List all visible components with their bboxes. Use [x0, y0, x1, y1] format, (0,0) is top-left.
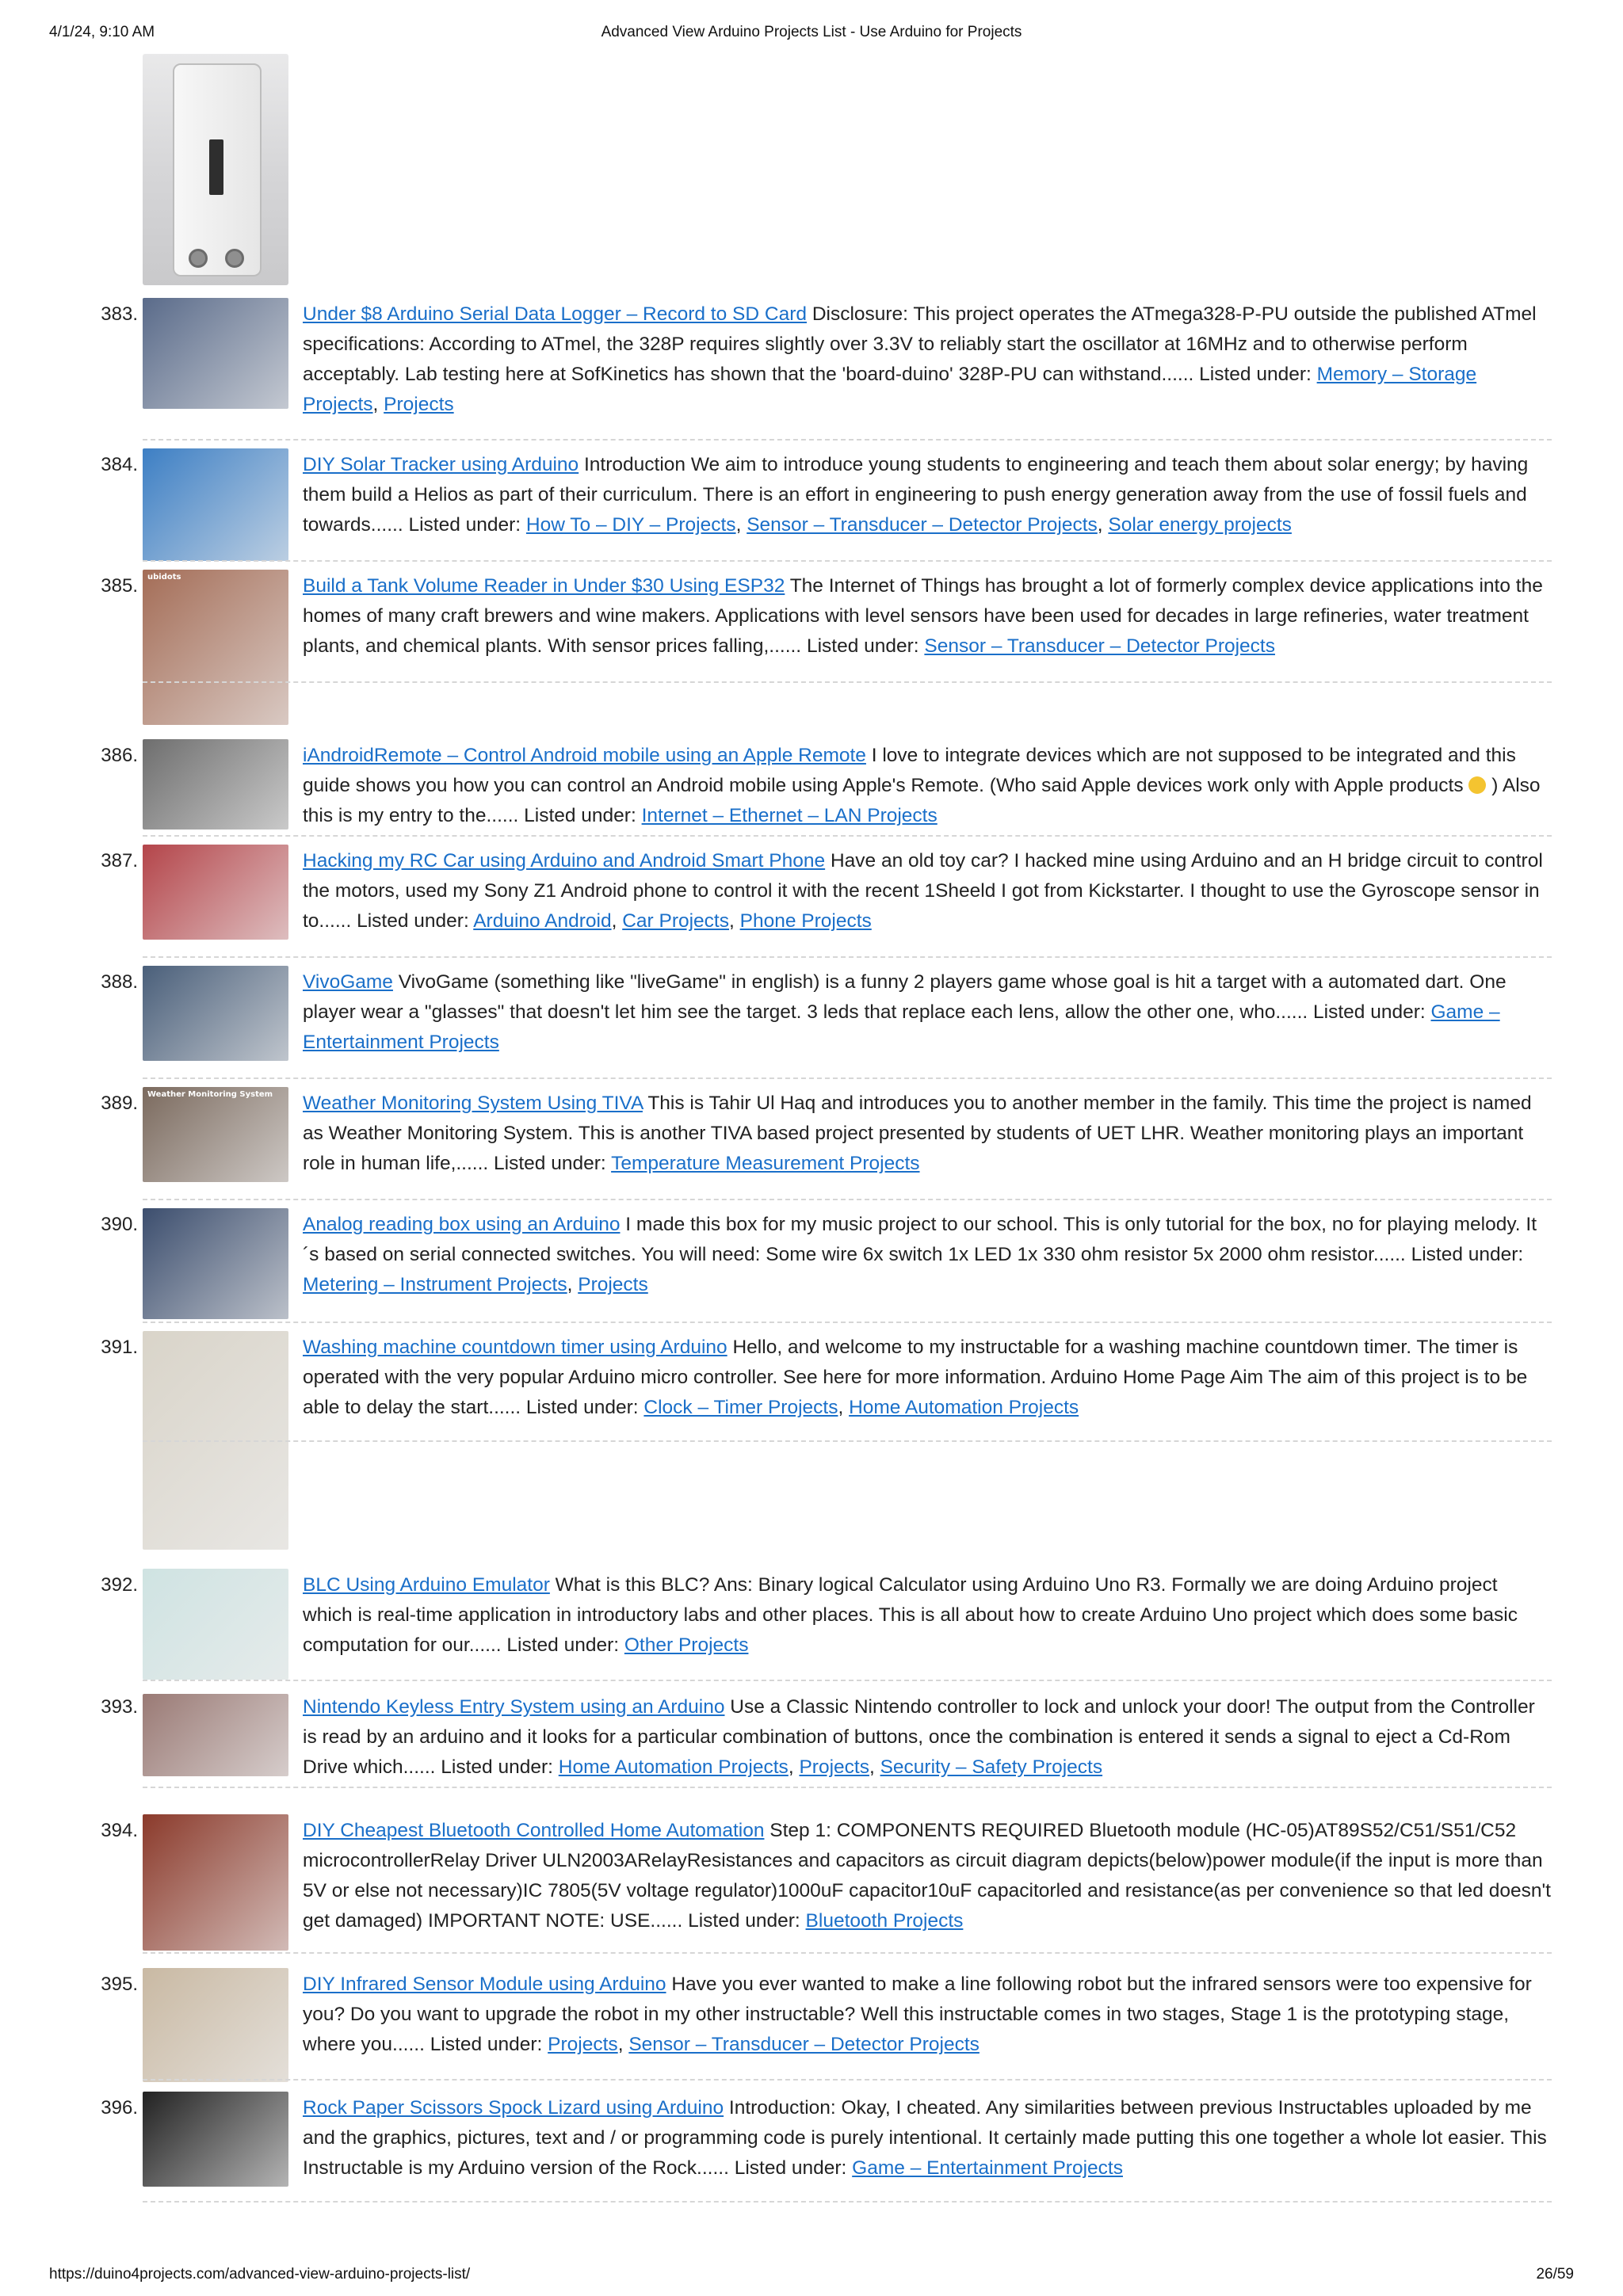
project-title-link[interactable]: Washing machine countdown timer using Arduino — [303, 1337, 727, 1358]
category-link[interactable]: Game – Entertainment Projects — [852, 2157, 1123, 2179]
listed-under-label: Listed under: — [1411, 1244, 1524, 1265]
category-link[interactable]: Temperature Measurement Projects — [611, 1153, 920, 1174]
category-link[interactable]: Sensor – Transducer – Detector Projects — [747, 514, 1098, 536]
item-divider — [143, 956, 1552, 958]
project-thumbnail[interactable] — [143, 1569, 288, 1680]
category-link[interactable]: Solar energy projects — [1108, 514, 1292, 536]
category-link[interactable]: How To – DIY – Projects — [525, 514, 736, 536]
item-number: 388. — [101, 971, 138, 993]
item-number: 394. — [101, 1820, 138, 1841]
item-divider — [143, 1077, 1552, 1079]
project-summary — [303, 1089, 1552, 1179]
project-summary — [303, 571, 1552, 662]
project-excerpt: I made this box for my music project to our school. This is only tutorial for the box, no for playing melody. It´s based on serial connected switches. You will need: Some wire 6x switch 1x LED 1x 330 ohm resistor 5x 2000 ohm resistor...... — [303, 1214, 1537, 1265]
category-link[interactable]: Memory – Storage Projects — [303, 364, 1477, 415]
item-divider — [143, 2201, 1552, 2203]
project-excerpt: Disclosure: This project operates the ATmega328-P-PU outside the published ATmel specifications: According to ATmel, the 328P requires slightly over 3.3V to reliably start the oscillator at 16MHz and to otherwise perform acceptably. Lab testing here at SofKinetics has shown that the 'board-duino' 328P-PU can withstand...... — [303, 303, 1537, 385]
terminal-screw — [225, 249, 244, 268]
item-number: 385. — [101, 575, 138, 597]
category-link[interactable]: Internet – Ethernet – LAN Projects — [641, 805, 938, 826]
category-link[interactable]: Sensor – Transducer – Detector Projects — [924, 635, 1275, 657]
listed-under-label: Listed under: — [506, 1634, 620, 1656]
category-link[interactable]: Game – Entertainment Projects — [303, 1001, 1500, 1053]
project-excerpt: I love to integrate devices which are not supposed to be integrated and this guide shows you how you can control an Android mobile using Apple's Remote. (Who said Apple devices work only with Apple products — [303, 745, 1516, 796]
project-summary: Nintendo Keyless Entry System using an Arduino Use a Classic Nintendo controller to lock and unlock your door! The output from the Controller is read by an arduino and it looks for a particular combination of buttons, once the combination is entered it sends a signal to eject a Cd-Rom Drive which...... Listed under: Home Automation Projects, Projects, Security – Safety Projects — [303, 1696, 1535, 1778]
project-summary — [303, 741, 1552, 831]
item-number: 390. — [101, 1214, 138, 1235]
project-summary — [303, 2093, 1552, 2183]
item-number: 386. — [101, 745, 138, 766]
category-link[interactable]: Metering – Instrument Projects — [303, 1274, 567, 1295]
project-title-link[interactable]: DIY Infrared Sensor Module using Arduino — [303, 1974, 666, 1995]
project-excerpt: What is this BLC? Ans: Binary logical Calculator using Arduino Uno R3. Formally we are doing Arduino project which is real-time application in introductory labs and other places. This is all about how to create Arduino Uno project which does some basic computation for our...... — [303, 1574, 1518, 1656]
item-divider — [143, 1440, 1552, 1442]
listed-under-label: Listed under: — [408, 514, 521, 536]
project-thumbnail[interactable] — [143, 298, 288, 409]
project-excerpt: Introduction We aim to introduce young students to engineering and teach them about solar energy; by having them build a Helios as part of their curriculum. There is an effort in engineering to push energy generation away from the use of fossil fuels and towards...... — [303, 454, 1529, 536]
category-link[interactable]: Projects — [384, 394, 454, 415]
page-number: 26/59 — [1536, 2266, 1574, 2283]
project-title-link[interactable]: BLC Using Arduino Emulator — [303, 1574, 550, 1596]
item-divider — [143, 1787, 1552, 1788]
item-number: 392. — [101, 1574, 138, 1596]
item-number: 384. — [101, 454, 138, 475]
listed-under-label: Listed under: — [441, 1756, 553, 1778]
project-thumbnail[interactable] — [143, 1208, 288, 1319]
category-link[interactable]: Sensor – Transducer – Detector Projects — [628, 2034, 980, 2055]
project-summary — [303, 967, 1552, 1058]
item-divider — [143, 560, 1552, 562]
project-thumbnail[interactable] — [143, 448, 288, 561]
project-thumbnail[interactable] — [143, 2092, 288, 2187]
print-date: 4/1/24, 9:10 AM — [49, 24, 155, 40]
project-excerpt: Step 1: COMPONENTS REQUIRED Bluetooth module (HC-05)AT89S52/C51/S51/C52 microcontrollerRelay Driver ULN2003ARelayResistances and capacitors as circuit diagram depicts(below)power module(if the input is more than 5V or else not necessary)IC 7805(5V voltage regulator)1000uF capacitor10uF capacitorled and resistance(as per convenience so that led doesn't get damaged) IMPORTANT NOTE: USE...... — [303, 1820, 1551, 1932]
listed-under-label: Listed under: — [525, 1397, 639, 1418]
category-link[interactable]: Other Projects — [624, 1634, 749, 1656]
category-link[interactable]: Home Automation Projects — [558, 1756, 789, 1778]
project-excerpt: Use a Classic Nintendo controller to lock and unlock your door! The output from the Controller is read by an arduino and it looks for a particular combination of buttons, once the combination is entered it sends a signal to eject a Cd-Rom Drive which...... — [303, 1696, 1535, 1778]
project-title-link[interactable]: DIY Solar Tracker using Arduino — [303, 454, 579, 475]
category-link[interactable]: Home Automation Projects — [849, 1397, 1079, 1418]
category-link[interactable]: Car Projects — [622, 910, 729, 932]
project-thumbnail[interactable] — [143, 1694, 288, 1776]
category-link[interactable]: Bluetooth Projects — [805, 1910, 964, 1932]
project-excerpt: Hello, and welcome to my instructable for a washing machine countdown timer. The timer is operated with the very popular Arduino micro controller. See here for more information. Arduino Home Page Aim The aim of this project is to be able to delay the start...... — [303, 1337, 1528, 1418]
listed-under-label: Listed under: — [524, 805, 636, 826]
listed-under-label: Listed under: — [806, 635, 919, 657]
project-excerpt-tail: ) Also this is my entry to the...... — [303, 775, 1541, 826]
sonoff-device — [173, 63, 262, 277]
project-summary: DIY Solar Tracker using Arduino Introduction We aim to introduce young students to engineering and teach them about solar energy; by having them build a Helios as part of their curriculum. There is an effort in engineering to push energy generation away from the use of fossil fuels and towards...... Listed under: How To – DIY – Projects, Sensor – Transducer – Detector Projects, Solar energy projects — [303, 454, 1529, 536]
thumbnail-caption: ubidots — [147, 573, 181, 582]
project-thumbnail[interactable] — [143, 1814, 288, 1951]
listed-under-label: Listed under: — [1313, 1001, 1426, 1023]
item-number: 383. — [101, 303, 138, 325]
listed-under-label: Listed under: — [494, 1153, 606, 1174]
print-header — [49, 24, 1574, 48]
item-divider — [143, 681, 1552, 683]
project-summary — [303, 1816, 1552, 1936]
project-excerpt: VivoGame (something like "liveGame" in english) is a funny 2 players game whose goal is hit a target with a automated dart. One player wear a "glasses" that doesn't let him see the target. 3 leds that replace each lens, allow the other one, who...... — [303, 971, 1507, 1023]
item-divider — [143, 439, 1552, 441]
sonoff-logo-image — [209, 139, 223, 195]
item-divider — [143, 2079, 1552, 2081]
project-title-link[interactable]: DIY Cheapest Bluetooth Controlled Home Automation — [303, 1820, 765, 1841]
project-thumbnail[interactable] — [143, 739, 288, 830]
print-title: Advanced View Arduino Projects List - Use Arduino for Projects — [601, 24, 1022, 40]
wink-emoji-icon — [1468, 776, 1486, 794]
project-title-link[interactable]: Hacking my RC Car using Arduino and Android Smart Phone — [303, 850, 826, 871]
project-excerpt: This is Tahir Ul Haq and introduces you to another member in the family. This time the project is named as Weather Monitoring System. This is another TIVA based project presented by students of UET LHR. Weather monitoring plays an important role in human life,...... — [303, 1093, 1532, 1174]
project-thumbnail[interactable] — [143, 845, 288, 940]
sonoff-switch-image[interactable] — [143, 54, 288, 285]
print-footer — [49, 2266, 1574, 2290]
category-link[interactable]: Clock – Timer Projects — [643, 1397, 838, 1418]
category-link[interactable]: Security – Safety Projects — [880, 1756, 1103, 1778]
category-link[interactable]: Phone Projects — [739, 910, 872, 932]
item-divider — [143, 1199, 1552, 1200]
project-title-link[interactable]: Weather Monitoring System Using TIVA — [303, 1093, 643, 1114]
project-summary: DIY Infrared Sensor Module using Arduino Have you ever wanted to make a line following robot but the infrared sensors were too expensive for you? Do you want to upgrade the robot in my other instructable? Well this instructable comes in two stages, Stage 1 is the prototyping stage, where you...... Listed under: Projects, Sensor – Transducer – Detector Projects — [303, 1974, 1532, 2055]
project-excerpt: Have an old toy car? I hacked mine using Arduino and an H bridge circuit to control the motors, used my Sony Z1 Android phone to control it with the recent 1Sheeld I got from Kickstarter. I thought to use the Gyroscope sensor in to...... — [303, 850, 1543, 932]
project-title-link[interactable]: Nintendo Keyless Entry System using an Arduino — [303, 1696, 725, 1718]
item-divider — [143, 1680, 1552, 1681]
project-title-link[interactable]: VivoGame — [303, 971, 393, 993]
item-divider — [143, 1322, 1552, 1323]
project-title-link[interactable]: iAndroidRemote – Control Android mobile using an Apple Remote — [303, 745, 866, 766]
project-title-link[interactable]: Rock Paper Scissors Spock Lizard using Arduino — [303, 2097, 724, 2119]
listed-under-label: Listed under: — [734, 2157, 847, 2179]
project-thumbnail[interactable] — [143, 1968, 288, 2082]
listed-under-label: Listed under: — [1199, 364, 1312, 385]
category-link[interactable]: Projects — [578, 1274, 648, 1295]
project-summary: Hacking my RC Car using Arduino and Android Smart Phone Have an old toy car? I hacked mine using Arduino and an H bridge circuit to control the motors, used my Sony Z1 Android phone to control it with the recent 1Sheeld I got from Kickstarter. I thought to use the Gyroscope sensor in to...... Listed under: Arduino Android, Car Projects, Phone Projects — [303, 850, 1543, 932]
project-thumbnail[interactable] — [143, 1087, 288, 1182]
project-excerpt: The Internet of Things has brought a lot of formerly complex device applications into the homes of many craft brewers and wine makers. Applications with level sensors have been used for decades in large refineries, water treatment plants, and chemical plants. With sensor prices falling,...... — [303, 575, 1543, 657]
project-title-link[interactable]: Analog reading box using an Arduino — [303, 1214, 621, 1235]
print-url: https://duino4projects.com/advanced-view-arduino-projects-list/ — [49, 2266, 471, 2283]
category-link[interactable]: Arduino Android — [473, 910, 612, 932]
listed-under-label: Listed under: — [357, 910, 469, 932]
project-excerpt: Introduction: Okay, I cheated. Any similarities between previous Instructables uploaded by me and the graphics, pictures, text and / or programming code is purely intentional. It certainly made putting this one together a whole lot easier. This Instructable is my Arduino version of the Rock...... — [303, 2097, 1547, 2179]
project-title-link[interactable]: Build a Tank Volume Reader in Under $30 Using ESP32 — [303, 575, 785, 597]
item-number: 395. — [101, 1974, 138, 1995]
category-link[interactable]: Projects — [548, 2034, 618, 2055]
project-title-link[interactable]: Under $8 Arduino Serial Data Logger – Record to SD Card — [303, 303, 807, 325]
project-thumbnail[interactable] — [143, 570, 288, 725]
item-number: 393. — [101, 1696, 138, 1718]
item-divider — [143, 835, 1552, 837]
project-summary: Washing machine countdown timer using Arduino Hello, and welcome to my instructable for a washing machine countdown timer. The timer is operated with the very popular Arduino micro controller. See here for more information. Arduino Home Page Aim The aim of this project is to be able to delay the start...... Listed under: Clock – Timer Projects, Home Automation Projects — [303, 1337, 1528, 1418]
item-number: 391. — [101, 1337, 138, 1358]
thumbnail-caption: Weather Monitoring System — [147, 1090, 273, 1099]
project-summary: Under $8 Arduino Serial Data Logger – Record to SD Card Disclosure: This project operates the ATmega328-P-PU outside the published ATmel specifications: According to ATmel, the 328P requires slightly over 3.3V to reliably start the oscillator at 16MHz and to otherwise perform acceptably. Lab testing here at SofKinetics has shown that the 'board-duino' 328P-PU can withstand...... Listed under: Memory – Storage Projects, Projects — [303, 303, 1537, 415]
item-number: 396. — [101, 2097, 138, 2119]
item-number: 387. — [101, 850, 138, 871]
project-summary: Analog reading box using an Arduino I made this box for my music project to our school. This is only tutorial for the box, no for playing melody. It´s based on serial connected switches. You will need: Some wire 6x switch 1x LED 1x 330 ohm resistor 5x 2000 ohm resistor...... Listed under: Metering – Instrument Projects, Projects — [303, 1214, 1537, 1295]
project-thumbnail[interactable] — [143, 966, 288, 1061]
listed-under-label: Listed under: — [430, 2034, 543, 2055]
listed-under-label: Listed under: — [688, 1910, 800, 1932]
item-number: 389. — [101, 1093, 138, 1114]
item-divider — [143, 1952, 1552, 1954]
project-excerpt: Have you ever wanted to make a line following robot but the infrared sensors were too expensive for you? Do you want to upgrade the robot in my other instructable? Well this instructable comes in two stages, Stage 1 is the prototyping stage, where you...... — [303, 1974, 1532, 2055]
category-link[interactable]: Projects — [799, 1756, 869, 1778]
project-summary — [303, 1570, 1552, 1661]
terminal-screw — [189, 249, 208, 268]
